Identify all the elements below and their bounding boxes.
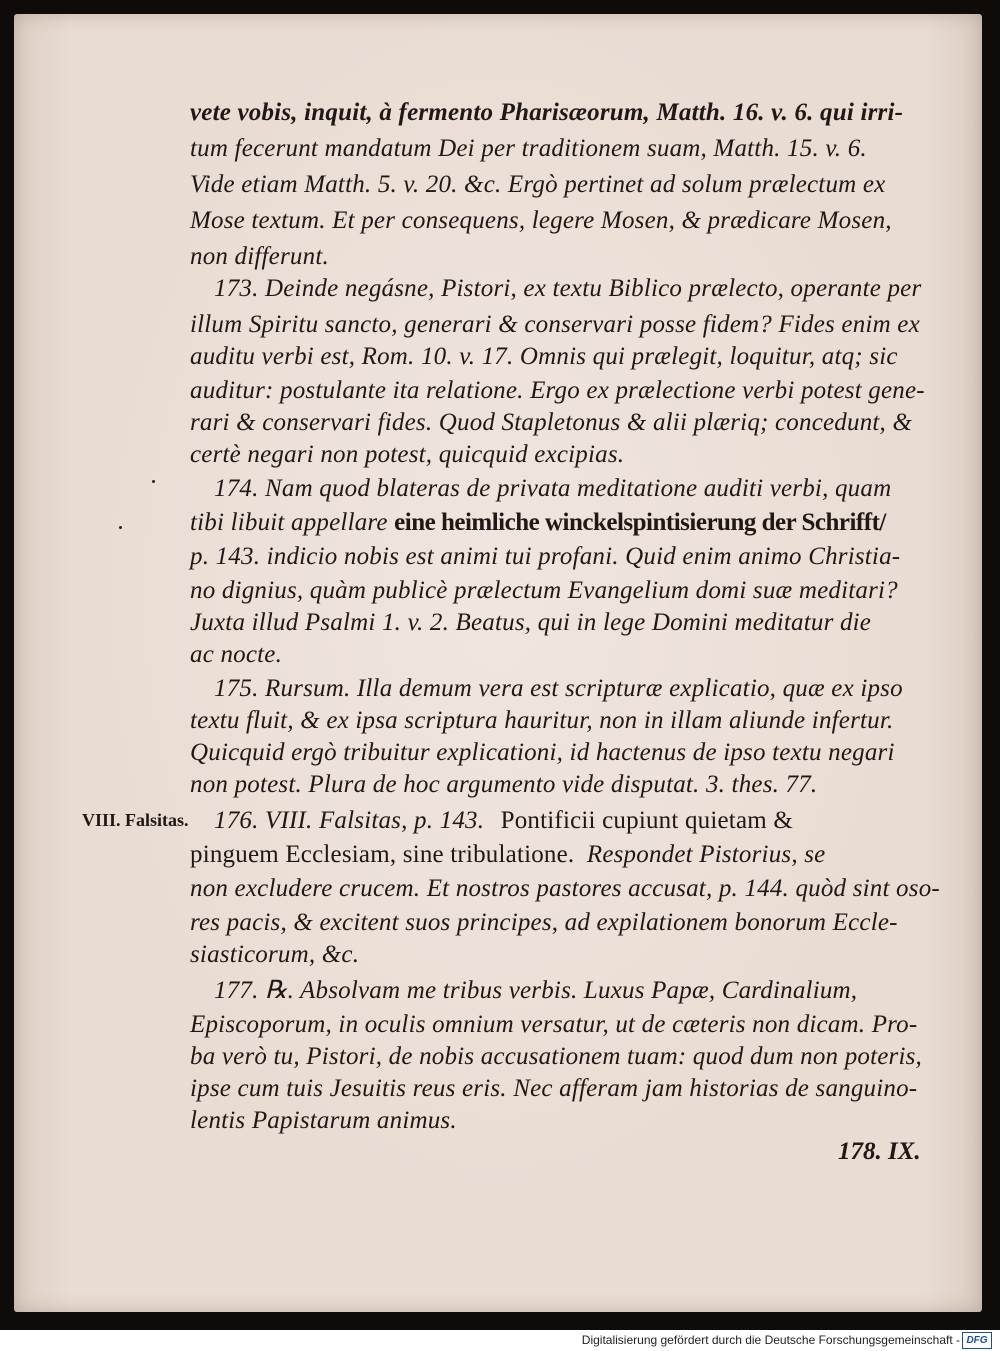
text-line: Mose textum. Et per consequens, legere Mosen, & prædicare Mosen, xyxy=(190,207,892,234)
text-fragment: pinguem Ecclesiam, sine tribulatione. xyxy=(190,841,575,868)
paragraph-177: 177. ℞. Absolvam me tribus verbis. Luxus Papæ, Cardinalium, xyxy=(214,977,858,1004)
text-line: no dignius, quàm publicè prælectum Evangelium domi suæ meditari? xyxy=(190,577,898,604)
ink-speck xyxy=(152,480,155,483)
dfg-logo: DFG xyxy=(962,1332,992,1349)
text-fragment: 176. VIII. Falsitas, p. 143. xyxy=(214,807,485,834)
text-line: Juxta illud Psalmi 1. v. 2. Beatus, qui in lege Domini meditatur die xyxy=(190,609,872,636)
text-fragment: tibi libuit appellare xyxy=(190,509,388,536)
funding-credit: Digitalisierung gefördert durch die Deutsche Forschungsgemeinschaft - xyxy=(581,1333,960,1347)
catchword: 178. IX. xyxy=(838,1138,921,1165)
text-line: rari & conservari fides. Quod Stapletonus & alii plæriq; concedunt, & xyxy=(190,409,913,436)
text-line: res pacis, & excitent suos principes, ad expilationem bonorum Eccle- xyxy=(190,909,898,936)
text-line: tum fecerunt mandatum Dei per traditionem suam, Matth. 15. v. 6. xyxy=(190,135,867,162)
text-line: auditu verbi est, Rom. 10. v. 17. Omnis qui prælegit, loquitur, atq; sic xyxy=(190,343,898,370)
text-line: Vide etiam Matth. 5. v. 20. &c. Ergò pertinet ad solum prælectum ex xyxy=(190,171,886,198)
text-line: siasticorum, &c. xyxy=(190,941,360,968)
paragraph-173: 173. Deinde negásne, Pistori, ex textu Biblico prælecto, operante per xyxy=(214,275,922,302)
text-line: non differunt. xyxy=(190,243,329,270)
text-line: non potest. Plura de hoc argumento vide disputat. 3. thes. 77. xyxy=(190,771,818,798)
german-quote: eine heimliche winckelspintisierung der Schrifft/ xyxy=(394,509,886,536)
paragraph-174: 174. Nam quod blateras de privata meditatione auditi verbi, quam xyxy=(214,475,892,502)
text-fragment: Respondet Pistorius, se xyxy=(586,841,826,868)
text-fragment: Pontificii cupiunt quietam & xyxy=(500,807,793,834)
ink-speck xyxy=(119,526,122,529)
text-line xyxy=(190,840,825,870)
text-line: lentis Papistarum animus. xyxy=(190,1107,457,1134)
text-line: Quicquid ergò tribuitur explicationi, id hactenus de ipso textu negari xyxy=(190,739,895,766)
text-line: ac nocte. xyxy=(190,641,283,668)
text-line: ipse cum tuis Jesuitis reus eris. Nec afferam jam historias de sanguino- xyxy=(190,1075,918,1102)
text-line: textu fluit, & ex ipsa scriptura hauritur, non in illam aliunde infertur. xyxy=(190,707,894,734)
text-line: ba verò tu, Pistori, de nobis accusationem tuam: quod dum non poteris, xyxy=(190,1043,922,1070)
footer-bar xyxy=(0,1330,1000,1351)
paragraph-175: 175. Rursum. Illa demum vera est scripturæ explicatio, quæ ex ipso xyxy=(214,675,903,702)
text-line: p. 143. indicio nobis est animi tui profani. Quid enim animo Christia- xyxy=(190,543,901,570)
margin-note: VIII. Falsitas. xyxy=(82,810,189,830)
text-line: illum Spiritu sancto, generari & conservari posse fidem? Fides enim ex xyxy=(190,311,920,338)
text-line xyxy=(190,508,886,538)
text-line: certè negari non potest, quicquid excipias. xyxy=(190,441,625,468)
text-line: Episcoporum, in oculis omnium versatur, ut de cæteris non dicam. Pro- xyxy=(190,1011,918,1038)
text-line: auditur: postulante ita relatione. Ergo ex prælectione verbi potest gene- xyxy=(190,377,925,404)
text-line: vete vobis, inquit, à fermento Pharisæorum, Matth. 16. v. 6. qui irri- xyxy=(190,99,904,126)
text-line: non excludere crucem. Et nostros pastores accusat, p. 144. quòd sint oso- xyxy=(190,875,940,902)
paragraph-176 xyxy=(214,806,793,836)
